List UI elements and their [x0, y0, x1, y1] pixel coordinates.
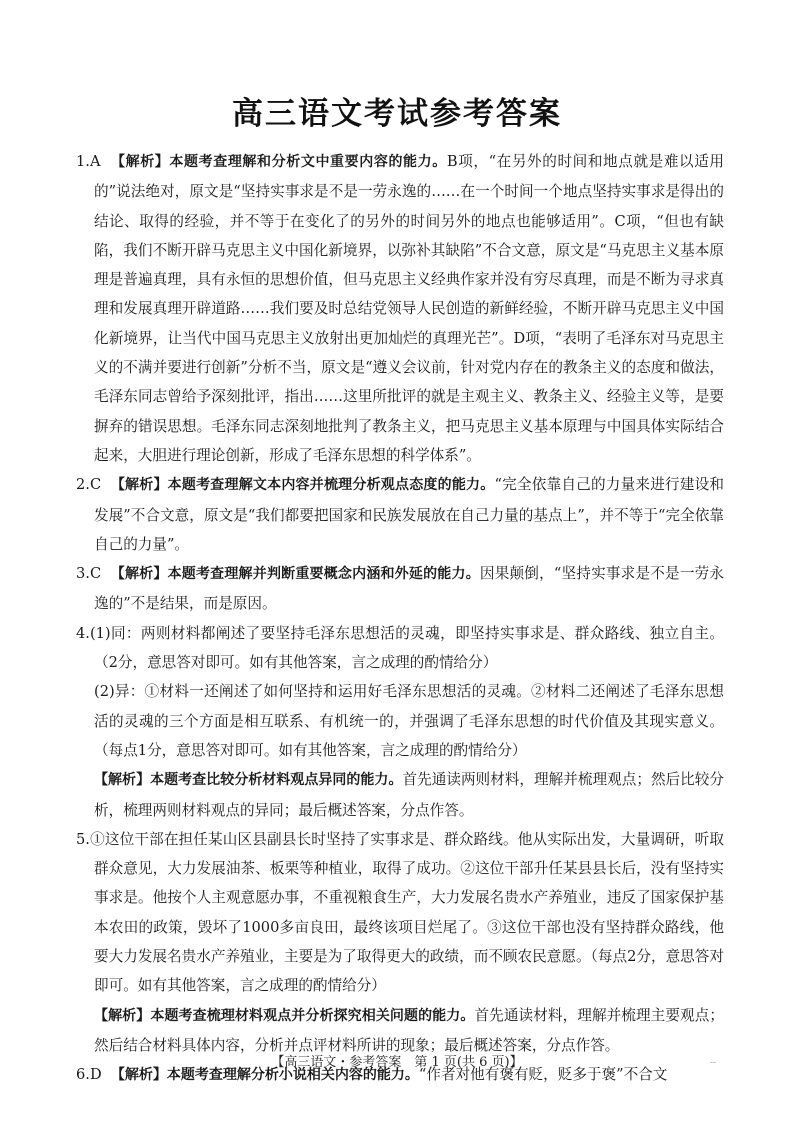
analysis-tag: 【解析】	[94, 1007, 151, 1024]
answer-text: ①这位干部在担任某山区县副县长时坚持了实事求是、群众路线。他从实际出发，大量调研，听取群众意见，大力发展油茶、板栗等种植业，取得了成功。②这位干部升任某县县长后，没有坚持实事求是。他按个人主观意愿办事，不重视粮食生产，大力发展名贵水产养殖业，违反了国家保护基本农田的政策，毁坏了1000多亩良田，最终该项目烂尾了。③这位干部也没有坚持群众路线，他要大力发展名贵水产养殖业，主要是为了取得更大的政绩，而不顾农民意愿。（每点2分，意思答对即可。如有其他答案，言之成理的酌情给分）	[89, 830, 724, 995]
analysis-text: 首先通读两则材料，理解并梳理观点；然后比较分析，梳理两则材料观点的异同；最后概述答案，分点作答。	[94, 771, 724, 819]
answer-part-2: (2)异：①材料一还阐述了如何坚持和运用好毛泽东思想活的灵魂。②材料二还阐述了毛泽东思想活的灵魂的三个方面是相互联系、有机统一的，并强调了毛泽东思想的时代价值及其现实意义。（每点1分，意思答对即可。如有其他答案，言之成理的酌情给分）	[94, 683, 724, 759]
analysis-lead: 本题考查比较分析材料观点异同的能力。	[150, 772, 403, 789]
answer-letter: C	[89, 565, 102, 583]
analysis-lead: 本题考查理解分析小说相关内容的能力。	[166, 1067, 419, 1084]
analysis-lead: 本题考查理解并判断重要概念内涵和外延的能力。	[167, 566, 480, 583]
analysis-text: B项，“在另外的时间和地点就是难以适用的”说法绝对，原文是“坚持实事求是不是一劳永逸的……在一个时间一个地点坚持实事求是得出的结论、取得的经验，并不等于在变化了的另外的时间另外的地点也能够适用”。C项，“但也有缺陷，我们不断开辟马克思主义中国化新境界，以弥补其缺陷”不合文意，原文是“马克思主义基本原理是普遍真理，具有永恒的思想价值，但马克思主义经典作家并没有穷尽真理，而是不断为寻求真理和发展真理开辟道路……我们要及时总结党领导人民创造的新鲜经验，不断开辟马克思主义中国化新境界，让当代中国马克思主义放射出更加灿烂的真理光芒”。D项，“表明了毛泽东对马克思主义的不满并要进行创新”分析不当，原文是“遵义会议前，针对党内存在的教条主义的态度和做法，毛泽东同志曾给予深刻批评，指出……这里所批评的就是主观主义、教条主义、经验主义等，是要摒弃的错误思想。毛泽东同志深刻地批判了教条主义，把马克思主义基本原理与中国具体实际结合起来，大胆进行理论创新，形成了毛泽东思想的科学体系”。	[94, 153, 725, 464]
analysis-tag: 【解析】	[110, 566, 168, 583]
analysis-text: 因果颠倒，“坚持实事求是不是一劳永逸的”不是结果，而是原因。	[94, 565, 725, 613]
question-number: 1.	[76, 153, 90, 170]
analysis-lead: 本题考查梳理材料观点并分析探究相关问题的能力。	[150, 1007, 475, 1024]
question-number: 6.	[76, 1066, 90, 1084]
answer-content	[76, 147, 724, 1091]
answer-part-1: (1)同：两则材料都阐述了要坚持毛泽东思想活的灵魂，即坚持实事求是、群众路线、独立自主。（2分，意思答对即可。如有其他答案，言之成理的酌情给分）	[89, 624, 724, 672]
corner-mark: --	[710, 1058, 717, 1068]
analysis-lead: 本题考查理解文本内容并梳理分析观点态度的能力。	[167, 477, 495, 494]
answer-letter: A	[89, 153, 101, 170]
analysis-tag: 【解析】	[110, 477, 168, 494]
question-number: 5.	[76, 830, 90, 848]
analysis-tag: 【解析】	[94, 772, 151, 789]
question-4-analysis	[76, 765, 724, 825]
question-5	[76, 825, 724, 1001]
page-footer: 【高三语文・参考答案 第 1 页(共 6 页)】	[271, 1055, 523, 1070]
question-number: 4.	[76, 624, 90, 642]
question-3	[76, 559, 724, 619]
analysis-text: 首先通读材料，理解并梳理主要观点；然后结合材料具体内容，分析并点评材料所讲的现象；最后概述答案，分点作答。	[94, 1006, 725, 1054]
question-number: 3.	[76, 565, 90, 583]
answer-letter: D	[89, 1066, 102, 1084]
analysis-tag: 【解析】	[110, 1067, 167, 1084]
question-number: 2.	[76, 476, 90, 494]
analysis-text: “作者对他有褒有贬，贬多于褒”不合文	[418, 1066, 668, 1084]
analysis-tag: 【解析】	[110, 154, 170, 170]
question-4	[76, 619, 724, 678]
question-1	[76, 147, 724, 470]
answer-letter: C	[89, 476, 102, 494]
page-title: 高三语文考试参考答案	[232, 96, 562, 132]
question-2	[76, 470, 724, 559]
analysis-lead: 本题考查理解和分析文中重要内容的能力。	[169, 154, 447, 170]
analysis-text: “完全依靠自己的力量来进行建设和发展”不合文意，原文是“我们都要把国家和民族发展放在自己力量的基点上”，并不等于“完全依靠自己的力量”。	[94, 476, 725, 553]
